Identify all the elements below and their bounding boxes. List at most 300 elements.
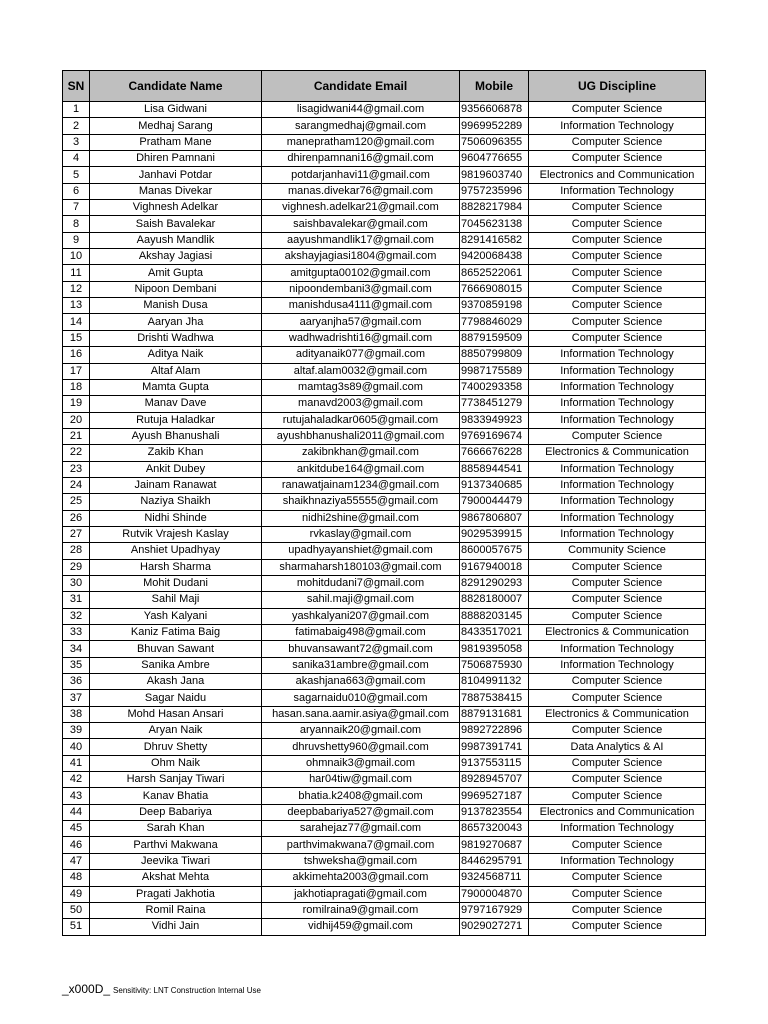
table-row xyxy=(63,821,706,837)
table-row xyxy=(63,543,706,559)
cell-candidate-email: akshayjagiasi1804@gmail.com xyxy=(262,249,460,265)
table-row xyxy=(63,298,706,314)
cell-candidate-email: manas.divekar76@gmail.com xyxy=(262,183,460,199)
cell-sn: 9 xyxy=(63,232,90,248)
table-row xyxy=(63,347,706,363)
cell-mobile: 9819395058 xyxy=(460,641,529,657)
cell-candidate-email: sanika31ambre@gmail.com xyxy=(262,657,460,673)
cell-candidate-email: ankitdube164@gmail.com xyxy=(262,461,460,477)
header-candidate-name: Candidate Name xyxy=(90,71,262,102)
cell-candidate-email: har04tiw@gmail.com xyxy=(262,772,460,788)
cell-candidate-email: ayushbhanushali2011@gmail.com xyxy=(262,428,460,444)
cell-ug-discipline: Computer Science xyxy=(529,200,706,216)
cell-candidate-name: Ankit Dubey xyxy=(90,461,262,477)
table-row xyxy=(63,330,706,346)
cell-candidate-name: Dhiren Pamnani xyxy=(90,151,262,167)
cell-mobile: 9029027271 xyxy=(460,919,529,935)
cell-sn: 14 xyxy=(63,314,90,330)
cell-mobile: 9757235996 xyxy=(460,183,529,199)
cell-candidate-email: bhuvansawant72@gmail.com xyxy=(262,641,460,657)
cell-ug-discipline: Information Technology xyxy=(529,363,706,379)
cell-sn: 25 xyxy=(63,494,90,510)
cell-ug-discipline: Computer Science xyxy=(529,690,706,706)
cell-candidate-name: Zakib Khan xyxy=(90,445,262,461)
cell-candidate-email: fatimabaig498@gmail.com xyxy=(262,625,460,641)
cell-sn: 33 xyxy=(63,625,90,641)
table-row xyxy=(63,886,706,902)
cell-candidate-name: Sagar Naidu xyxy=(90,690,262,706)
cell-sn: 31 xyxy=(63,592,90,608)
table-row xyxy=(63,281,706,297)
cell-candidate-email: aayushmandlik17@gmail.com xyxy=(262,232,460,248)
cell-mobile: 7666908015 xyxy=(460,281,529,297)
cell-candidate-name: Akshat Mehta xyxy=(90,870,262,886)
cell-ug-discipline: Information Technology xyxy=(529,853,706,869)
table-row xyxy=(63,428,706,444)
cell-sn: 2 xyxy=(63,118,90,134)
cell-mobile: 7666676228 xyxy=(460,445,529,461)
header-row xyxy=(63,71,706,102)
cell-ug-discipline: Computer Science xyxy=(529,298,706,314)
cell-ug-discipline: Electronics & Communication xyxy=(529,625,706,641)
cell-ug-discipline: Computer Science xyxy=(529,870,706,886)
cell-mobile: 8446295791 xyxy=(460,853,529,869)
table-row xyxy=(63,625,706,641)
cell-candidate-email: tshweksha@gmail.com xyxy=(262,853,460,869)
cell-candidate-email: potdarjanhavi11@gmail.com xyxy=(262,167,460,183)
cell-sn: 21 xyxy=(63,428,90,444)
cell-mobile: 9892722896 xyxy=(460,723,529,739)
cell-ug-discipline: Computer Science xyxy=(529,232,706,248)
cell-mobile: 8828217984 xyxy=(460,200,529,216)
cell-sn: 7 xyxy=(63,200,90,216)
cell-sn: 13 xyxy=(63,298,90,314)
cell-ug-discipline: Information Technology xyxy=(529,347,706,363)
cell-mobile: 9987391741 xyxy=(460,739,529,755)
cell-ug-discipline: Computer Science xyxy=(529,902,706,918)
footer-code: _x000D_ xyxy=(62,982,111,996)
cell-ug-discipline: Electronics & Communication xyxy=(529,706,706,722)
cell-ug-discipline: Computer Science xyxy=(529,674,706,690)
cell-candidate-email: saishbavalekar@gmail.com xyxy=(262,216,460,232)
cell-candidate-email: altaf.alam0032@gmail.com xyxy=(262,363,460,379)
cell-mobile: 9969527187 xyxy=(460,788,529,804)
cell-candidate-email: rvkaslay@gmail.com xyxy=(262,526,460,542)
cell-sn: 43 xyxy=(63,788,90,804)
cell-candidate-name: Parthvi Makwana xyxy=(90,837,262,853)
cell-sn: 16 xyxy=(63,347,90,363)
cell-mobile: 7400293358 xyxy=(460,379,529,395)
cell-sn: 11 xyxy=(63,265,90,281)
table-row xyxy=(63,674,706,690)
cell-mobile: 9420068438 xyxy=(460,249,529,265)
table-row xyxy=(63,183,706,199)
cell-candidate-name: Romil Raina xyxy=(90,902,262,918)
cell-candidate-name: Aayush Mandlik xyxy=(90,232,262,248)
cell-candidate-name: Ayush Bhanushali xyxy=(90,428,262,444)
cell-sn: 26 xyxy=(63,510,90,526)
cell-candidate-email: dhruvshetty960@gmail.com xyxy=(262,739,460,755)
table-row xyxy=(63,445,706,461)
cell-sn: 28 xyxy=(63,543,90,559)
cell-candidate-email: dhirenpamnani16@gmail.com xyxy=(262,151,460,167)
table-row xyxy=(63,216,706,232)
cell-sn: 46 xyxy=(63,837,90,853)
table-row xyxy=(63,804,706,820)
cell-sn: 34 xyxy=(63,641,90,657)
page-footer xyxy=(62,982,261,996)
table-row xyxy=(63,249,706,265)
cell-mobile: 8104991132 xyxy=(460,674,529,690)
cell-mobile: 9356606878 xyxy=(460,102,529,118)
table-row xyxy=(63,477,706,493)
cell-candidate-name: Vighnesh Adelkar xyxy=(90,200,262,216)
cell-ug-discipline: Computer Science xyxy=(529,249,706,265)
cell-candidate-email: vighnesh.adelkar21@gmail.com xyxy=(262,200,460,216)
table-row xyxy=(63,265,706,281)
cell-ug-discipline: Computer Science xyxy=(529,314,706,330)
cell-candidate-name: Medhaj Sarang xyxy=(90,118,262,134)
cell-mobile: 9137823554 xyxy=(460,804,529,820)
cell-candidate-email: rutujahaladkar0605@gmail.com xyxy=(262,412,460,428)
cell-mobile: 7506096355 xyxy=(460,134,529,150)
cell-candidate-name: Aaryan Jha xyxy=(90,314,262,330)
cell-mobile: 9370859198 xyxy=(460,298,529,314)
cell-candidate-email: deepbabariya527@gmail.com xyxy=(262,804,460,820)
table-row xyxy=(63,379,706,395)
cell-candidate-name: Rutuja Haladkar xyxy=(90,412,262,428)
cell-candidate-email: vidhij459@gmail.com xyxy=(262,919,460,935)
cell-candidate-name: Nidhi Shinde xyxy=(90,510,262,526)
cell-sn: 5 xyxy=(63,167,90,183)
cell-ug-discipline: Information Technology xyxy=(529,510,706,526)
cell-candidate-name: Pragati Jakhotia xyxy=(90,886,262,902)
cell-candidate-name: Nipoon Dembani xyxy=(90,281,262,297)
cell-ug-discipline: Community Science xyxy=(529,543,706,559)
cell-sn: 1 xyxy=(63,102,90,118)
table-row xyxy=(63,837,706,853)
header-mobile: Mobile xyxy=(460,71,529,102)
cell-sn: 20 xyxy=(63,412,90,428)
header-candidate-email: Candidate Email xyxy=(262,71,460,102)
cell-mobile: 7887538415 xyxy=(460,690,529,706)
cell-candidate-name: Harsh Sanjay Tiwari xyxy=(90,772,262,788)
cell-mobile: 9324568711 xyxy=(460,870,529,886)
cell-candidate-name: Deep Babariya xyxy=(90,804,262,820)
cell-ug-discipline: Information Technology xyxy=(529,461,706,477)
cell-candidate-name: Mohit Dudani xyxy=(90,575,262,591)
table-row xyxy=(63,151,706,167)
cell-mobile: 8858944541 xyxy=(460,461,529,477)
cell-mobile: 7900044479 xyxy=(460,494,529,510)
cell-ug-discipline: Computer Science xyxy=(529,886,706,902)
cell-mobile: 8928945707 xyxy=(460,772,529,788)
table-row xyxy=(63,167,706,183)
cell-candidate-name: Vidhi Jain xyxy=(90,919,262,935)
cell-candidate-name: Sahil Maji xyxy=(90,592,262,608)
cell-mobile: 8879159509 xyxy=(460,330,529,346)
cell-candidate-name: Naziya Shaikh xyxy=(90,494,262,510)
cell-candidate-name: Dhruv Shetty xyxy=(90,739,262,755)
cell-candidate-email: manishdusa4111@gmail.com xyxy=(262,298,460,314)
cell-candidate-email: upadhyayanshiet@gmail.com xyxy=(262,543,460,559)
table-row xyxy=(63,102,706,118)
cell-candidate-name: Drishti Wadhwa xyxy=(90,330,262,346)
cell-candidate-name: Sanika Ambre xyxy=(90,657,262,673)
table-row xyxy=(63,559,706,575)
cell-candidate-email: jakhotiapragati@gmail.com xyxy=(262,886,460,902)
table-row xyxy=(63,723,706,739)
cell-sn: 38 xyxy=(63,706,90,722)
cell-candidate-name: Mamta Gupta xyxy=(90,379,262,395)
cell-candidate-name: Akshay Jagiasi xyxy=(90,249,262,265)
table-row xyxy=(63,772,706,788)
cell-candidate-email: ohmnaik3@gmail.com xyxy=(262,755,460,771)
cell-mobile: 7506875930 xyxy=(460,657,529,673)
table-row xyxy=(63,396,706,412)
cell-candidate-name: Yash Kalyani xyxy=(90,608,262,624)
cell-sn: 29 xyxy=(63,559,90,575)
cell-candidate-email: manavd2003@gmail.com xyxy=(262,396,460,412)
table-row xyxy=(63,461,706,477)
cell-candidate-email: mamtag3s89@gmail.com xyxy=(262,379,460,395)
cell-mobile: 8879131681 xyxy=(460,706,529,722)
table-row xyxy=(63,788,706,804)
cell-ug-discipline: Information Technology xyxy=(529,526,706,542)
cell-mobile: 8828180007 xyxy=(460,592,529,608)
cell-ug-discipline: Computer Science xyxy=(529,102,706,118)
header-ug-discipline: UG Discipline xyxy=(529,71,706,102)
cell-ug-discipline: Information Technology xyxy=(529,183,706,199)
cell-candidate-name: Jainam Ranawat xyxy=(90,477,262,493)
cell-candidate-email: aaryanjha57@gmail.com xyxy=(262,314,460,330)
cell-candidate-name: Pratham Mane xyxy=(90,134,262,150)
table-row xyxy=(63,608,706,624)
cell-ug-discipline: Computer Science xyxy=(529,281,706,297)
cell-ug-discipline: Computer Science xyxy=(529,151,706,167)
cell-mobile: 9819603740 xyxy=(460,167,529,183)
cell-ug-discipline: Information Technology xyxy=(529,494,706,510)
cell-candidate-email: nipoondembani3@gmail.com xyxy=(262,281,460,297)
table-row xyxy=(63,853,706,869)
cell-sn: 24 xyxy=(63,477,90,493)
cell-candidate-email: akashjana663@gmail.com xyxy=(262,674,460,690)
cell-ug-discipline: Computer Science xyxy=(529,772,706,788)
cell-mobile: 7738451279 xyxy=(460,396,529,412)
cell-sn: 40 xyxy=(63,739,90,755)
cell-ug-discipline: Computer Science xyxy=(529,919,706,935)
table-row xyxy=(63,412,706,428)
cell-candidate-email: sharmaharsh180103@gmail.com xyxy=(262,559,460,575)
cell-candidate-email: amitgupta00102@gmail.com xyxy=(262,265,460,281)
cell-candidate-email: wadhwadrishti16@gmail.com xyxy=(262,330,460,346)
table-row xyxy=(63,919,706,935)
cell-ug-discipline: Electronics & Communication xyxy=(529,445,706,461)
cell-sn: 39 xyxy=(63,723,90,739)
cell-candidate-email: romilraina9@gmail.com xyxy=(262,902,460,918)
table-row xyxy=(63,494,706,510)
sensitivity-label: Sensitivity: LNT Construction Internal Use xyxy=(113,986,261,995)
cell-ug-discipline: Information Technology xyxy=(529,118,706,134)
cell-candidate-email: zakibnkhan@gmail.com xyxy=(262,445,460,461)
cell-candidate-email: manepratham120@gmail.com xyxy=(262,134,460,150)
cell-sn: 27 xyxy=(63,526,90,542)
cell-candidate-name: Amit Gupta xyxy=(90,265,262,281)
cell-mobile: 9604776655 xyxy=(460,151,529,167)
cell-ug-discipline: Computer Science xyxy=(529,788,706,804)
cell-candidate-email: bhatia.k2408@gmail.com xyxy=(262,788,460,804)
cell-candidate-email: sarahejaz77@gmail.com xyxy=(262,821,460,837)
cell-candidate-email: hasan.sana.aamir.asiya@gmail.com xyxy=(262,706,460,722)
cell-candidate-name: Lisa Gidwani xyxy=(90,102,262,118)
cell-mobile: 9137340685 xyxy=(460,477,529,493)
cell-sn: 6 xyxy=(63,183,90,199)
cell-mobile: 9833949923 xyxy=(460,412,529,428)
cell-ug-discipline: Data Analytics & AI xyxy=(529,739,706,755)
cell-candidate-email: adityanaik077@gmail.com xyxy=(262,347,460,363)
cell-ug-discipline: Computer Science xyxy=(529,755,706,771)
cell-candidate-email: yashkalyani207@gmail.com xyxy=(262,608,460,624)
cell-mobile: 8291290293 xyxy=(460,575,529,591)
cell-sn: 23 xyxy=(63,461,90,477)
cell-sn: 15 xyxy=(63,330,90,346)
cell-candidate-email: mohitdudani7@gmail.com xyxy=(262,575,460,591)
cell-candidate-email: sagarnaidu010@gmail.com xyxy=(262,690,460,706)
cell-ug-discipline: Computer Science xyxy=(529,265,706,281)
cell-mobile: 9867806807 xyxy=(460,510,529,526)
table-row xyxy=(63,134,706,150)
table-body xyxy=(63,102,706,936)
cell-candidate-name: Kaniz Fatima Baig xyxy=(90,625,262,641)
cell-mobile: 9137553115 xyxy=(460,755,529,771)
cell-sn: 45 xyxy=(63,821,90,837)
cell-candidate-name: Akash Jana xyxy=(90,674,262,690)
cell-ug-discipline: Computer Science xyxy=(529,837,706,853)
cell-mobile: 9819270687 xyxy=(460,837,529,853)
cell-ug-discipline: Computer Science xyxy=(529,330,706,346)
cell-ug-discipline: Information Technology xyxy=(529,641,706,657)
cell-candidate-name: Harsh Sharma xyxy=(90,559,262,575)
cell-mobile: 9167940018 xyxy=(460,559,529,575)
cell-ug-discipline: Information Technology xyxy=(529,821,706,837)
cell-ug-discipline: Electronics and Communication xyxy=(529,167,706,183)
table-row xyxy=(63,118,706,134)
cell-sn: 44 xyxy=(63,804,90,820)
cell-ug-discipline: Computer Science xyxy=(529,216,706,232)
cell-sn: 17 xyxy=(63,363,90,379)
cell-candidate-email: lisagidwani44@gmail.com xyxy=(262,102,460,118)
table-row xyxy=(63,870,706,886)
cell-sn: 12 xyxy=(63,281,90,297)
cell-sn: 51 xyxy=(63,919,90,935)
cell-sn: 36 xyxy=(63,674,90,690)
cell-ug-discipline: Computer Science xyxy=(529,428,706,444)
cell-sn: 32 xyxy=(63,608,90,624)
cell-sn: 42 xyxy=(63,772,90,788)
table-row xyxy=(63,641,706,657)
cell-ug-discipline: Information Technology xyxy=(529,396,706,412)
cell-sn: 47 xyxy=(63,853,90,869)
cell-candidate-email: nidhi2shine@gmail.com xyxy=(262,510,460,526)
cell-ug-discipline: Computer Science xyxy=(529,608,706,624)
cell-sn: 50 xyxy=(63,902,90,918)
cell-mobile: 8291416582 xyxy=(460,232,529,248)
table-row xyxy=(63,706,706,722)
cell-candidate-email: parthvimakwana7@gmail.com xyxy=(262,837,460,853)
cell-mobile: 9987175589 xyxy=(460,363,529,379)
cell-candidate-name: Saish Bavalekar xyxy=(90,216,262,232)
cell-sn: 48 xyxy=(63,870,90,886)
cell-mobile: 9029539915 xyxy=(460,526,529,542)
cell-candidate-name: Manish Dusa xyxy=(90,298,262,314)
cell-sn: 35 xyxy=(63,657,90,673)
cell-sn: 49 xyxy=(63,886,90,902)
cell-candidate-name: Janhavi Potdar xyxy=(90,167,262,183)
cell-ug-discipline: Computer Science xyxy=(529,592,706,608)
table-row xyxy=(63,314,706,330)
cell-mobile: 8433517021 xyxy=(460,625,529,641)
header-sn: SN xyxy=(63,71,90,102)
cell-candidate-name: Ohm Naik xyxy=(90,755,262,771)
cell-mobile: 7900004870 xyxy=(460,886,529,902)
cell-sn: 22 xyxy=(63,445,90,461)
cell-mobile: 9969952289 xyxy=(460,118,529,134)
cell-sn: 19 xyxy=(63,396,90,412)
cell-candidate-name: Mohd Hasan Ansari xyxy=(90,706,262,722)
cell-ug-discipline: Information Technology xyxy=(529,379,706,395)
table-row xyxy=(63,575,706,591)
cell-candidate-email: sarangmedhaj@gmail.com xyxy=(262,118,460,134)
cell-sn: 30 xyxy=(63,575,90,591)
cell-sn: 3 xyxy=(63,134,90,150)
cell-mobile: 8850799809 xyxy=(460,347,529,363)
cell-candidate-name: Aryan Naik xyxy=(90,723,262,739)
cell-candidate-name: Aditya Naik xyxy=(90,347,262,363)
cell-candidate-name: Kanav Bhatia xyxy=(90,788,262,804)
cell-ug-discipline: Computer Science xyxy=(529,575,706,591)
cell-candidate-name: Bhuvan Sawant xyxy=(90,641,262,657)
cell-mobile: 8657320043 xyxy=(460,821,529,837)
cell-candidate-email: sahil.maji@gmail.com xyxy=(262,592,460,608)
cell-sn: 10 xyxy=(63,249,90,265)
cell-candidate-email: shaikhnaziya55555@gmail.com xyxy=(262,494,460,510)
cell-mobile: 7798846029 xyxy=(460,314,529,330)
cell-mobile: 8652522061 xyxy=(460,265,529,281)
cell-candidate-email: akkimehta2003@gmail.com xyxy=(262,870,460,886)
cell-candidate-name: Altaf Alam xyxy=(90,363,262,379)
cell-sn: 37 xyxy=(63,690,90,706)
cell-candidate-name: Rutvik Vrajesh Kaslay xyxy=(90,526,262,542)
cell-mobile: 9797167929 xyxy=(460,902,529,918)
cell-ug-discipline: Computer Science xyxy=(529,559,706,575)
table-row xyxy=(63,592,706,608)
cell-candidate-name: Manav Dave xyxy=(90,396,262,412)
cell-mobile: 8888203145 xyxy=(460,608,529,624)
cell-candidate-name: Sarah Khan xyxy=(90,821,262,837)
table-row xyxy=(63,200,706,216)
table-row xyxy=(63,739,706,755)
candidate-table xyxy=(62,70,706,936)
cell-sn: 8 xyxy=(63,216,90,232)
cell-ug-discipline: Computer Science xyxy=(529,134,706,150)
table-row xyxy=(63,232,706,248)
cell-ug-discipline: Computer Science xyxy=(529,723,706,739)
cell-ug-discipline: Information Technology xyxy=(529,412,706,428)
cell-ug-discipline: Information Technology xyxy=(529,657,706,673)
cell-mobile: 8600057675 xyxy=(460,543,529,559)
cell-ug-discipline: Electronics and Communication xyxy=(529,804,706,820)
cell-candidate-name: Manas Divekar xyxy=(90,183,262,199)
